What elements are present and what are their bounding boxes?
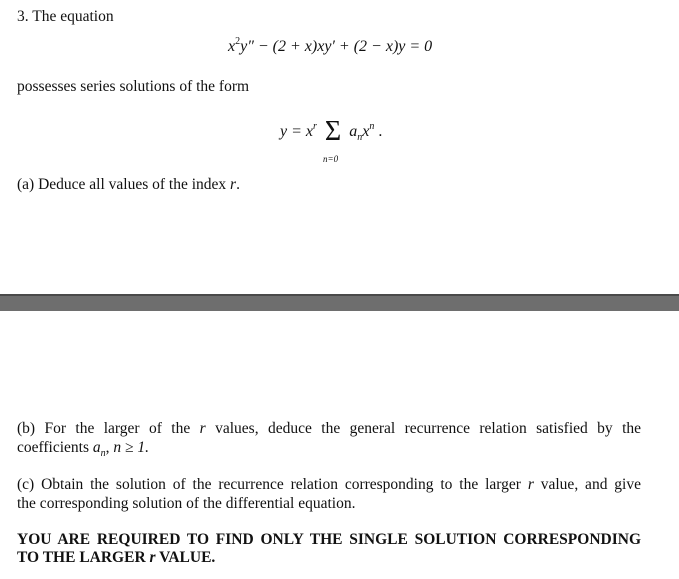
intro-text: possesses series solutions of the form [17,78,250,95]
sum-lower-limit: n=0 [323,154,339,164]
differential-equation: $x^2y'' - (2 + x)xy' + (2 - x)y = 0$ [228,36,433,55]
part-b-line2: coefficients $a_n$, n ≥ 1. [17,439,150,459]
part-c-line1: (c) Obtain the solution of the recurrence relation corresponding to the larger r value, and give [17,476,641,493]
notice-line2: TO THE LARGER r VALUE. [17,549,216,566]
part-b-line1: (b) For the larger of the r values, deduce the general recurrence relation satisfied by the [17,420,642,437]
part-a: (a) Deduce all values of the index r. [17,176,240,193]
part-c-line2: the corresponding solution of the differential equation. [17,495,356,512]
notice-line1: YOU ARE REQUIRED TO FIND ONLY THE SINGLE SOLUTION CORRESPONDING [17,531,641,548]
page-divider [0,294,679,311]
question-heading: 3. The equation [17,8,114,25]
sigma-symbol: Σ [324,116,342,147]
series-form: $y = x^r$ Σ $a_nx^n$ . [280,116,383,147]
